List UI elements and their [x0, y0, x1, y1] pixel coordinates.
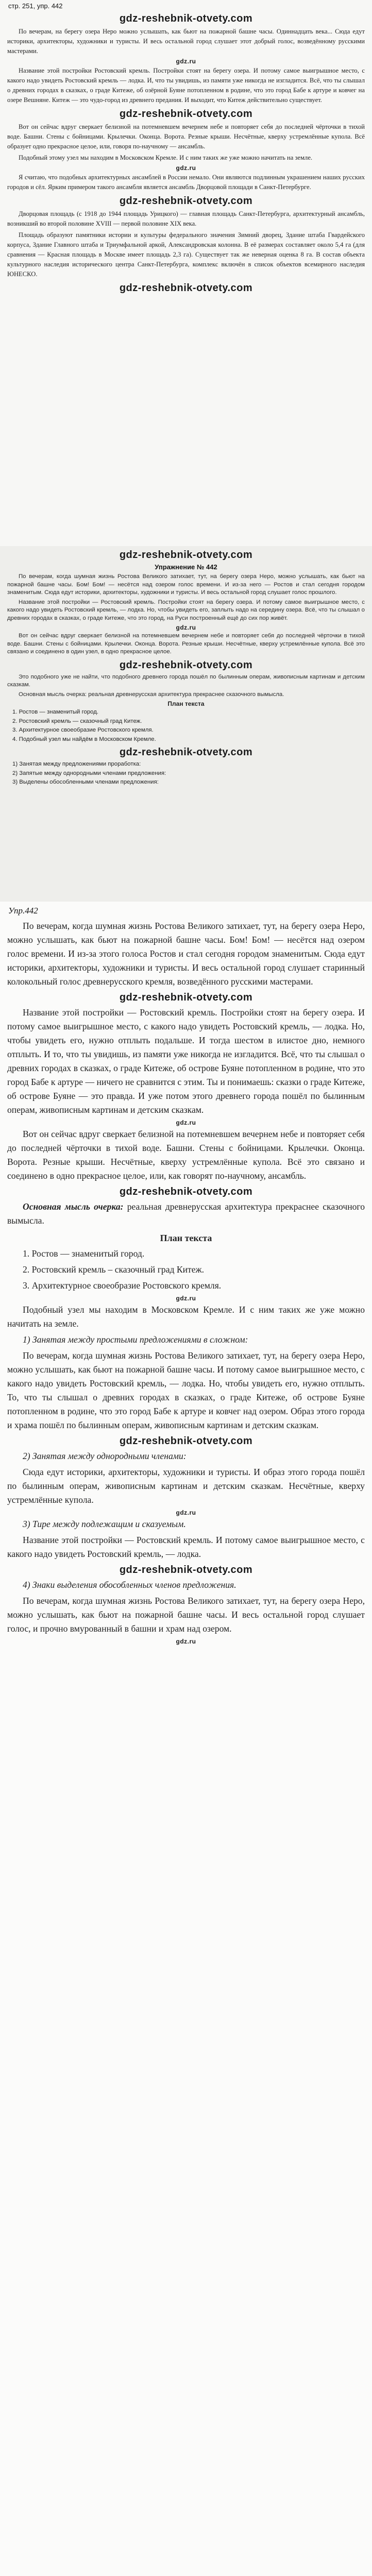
- section-title: 3) Тире между подлежащим и сказуемым.: [23, 1519, 186, 1529]
- watermark: gdz-reshebnik-otvety.com: [119, 1564, 253, 1575]
- paragraph: По вечерам, когда шумная жизнь Ростова Великого затихает, тут, на берегу озера Неро, можно услышать, как бьют на пожарной башне часы. Бом! Бом! — несётся над озером голос времени. И из-за этого голоса Ростов и стал сегодня городом знаменитым. Сюда едут историки, архитекторы, художники и туристы. И весь остальной город слушает старинный колокольный голос древнерусского кремля, возведённого русскими мастерами.: [7, 921, 365, 987]
- watermark: gdz-reshebnik-otvety.com: [119, 1186, 253, 1197]
- main-idea: [7, 1200, 365, 1228]
- plan-item: 3. Архитектурное своеобразие Ростовского кремля.: [12, 727, 154, 733]
- watermark: gdz-reshebnik-otvety.com: [119, 659, 253, 671]
- watermark-small: gdz.ru: [176, 1638, 196, 1645]
- paragraph: По вечерам, когда шумная жизнь Ростова Великого затихает, тут, на берегу озера Неро, можно услышать, как бьют на пожарной башне часы. И потому самое выигрышное место, с какого надо увидеть Ростовский кремль, — лодка. Но, чтобы увидеть его, нужно отплыть. То, что ты слышал о древних городах в сказках, о граде Китеже, об острове Буяне потопленном в родине, что это город Бабе к артуре и ковчег над озером. Образ этого города и храма пошёл по былинным операм, живописным картинам и детским сказкам.: [7, 1350, 365, 1430]
- exercise-photo: [0, 546, 372, 902]
- note-line: 3) Выделены обособленными членами предложения:: [12, 779, 159, 785]
- paragraph: Подобный этому узел мы находим в Московском Кремле. И с ним таких же уже можно начитать на земле.: [19, 154, 313, 161]
- watermark: gdz-reshebnik-otvety.com: [119, 747, 253, 758]
- watermark: gdz-reshebnik-otvety.com: [119, 992, 253, 1003]
- watermark: gdz-reshebnik-otvety.com: [119, 282, 253, 294]
- paragraph: Дворцовая площадь (с 1918 до 1944 площадь Урицкого) — главная площадь Санкт-Петербурга, архитектурный ансамбль, возникший во второй половине XVIII — первой половине XIX века.: [7, 210, 365, 227]
- exercise-title: Упражнение № 442: [155, 563, 217, 571]
- exercise-label: Упр.442: [8, 906, 38, 916]
- section-title: 1) Занятая между простыми предложениями в сложном:: [23, 1334, 248, 1345]
- plan-title: План текста: [167, 700, 205, 707]
- watermark: gdz-reshebnik-otvety.com: [119, 549, 253, 561]
- paragraph: Я считаю, что подобных архитектурных ансамблей в России немало. Они являются подлинным украшением наших русских городов и сёл. Ярким примером такого ансамбля является ансамбль Дворцовой площади в Санкт-Петербурге.: [7, 174, 365, 191]
- plan-item: 4. Подобный узел мы найдём в Московском Кремле.: [12, 736, 156, 742]
- paragraph: Название этой постройки — Ростовский кремль. И потому самое выигрышное место, с какого надо увидеть Ростовский кремль, — лодка.: [7, 1535, 365, 1559]
- plan-item: 2. Ростовский кремль – сказочный град Китеж.: [23, 1264, 205, 1275]
- plan-title: План текста: [160, 1233, 212, 1243]
- watermark-small: gdz.ru: [176, 1509, 196, 1516]
- section-title: 2) Занятая между однородными членами:: [23, 1451, 187, 1461]
- main-idea-label: Основная мысль очерка:: [23, 1201, 124, 1212]
- paragraph: Вот он сейчас вдруг сверкает белизной на потемневшем вечернем небе и повторяет себя до последней чёрточки в тихой воде. Башни. Стены с бойницами. Крылечки. Оконца. Ворота. Резные крыши. Несчётные, кверху устремлённые купола. Всё образует одно прекрасное целое, или, говоря по-научному — ансамбль.: [7, 123, 365, 150]
- textbook-page-scan: [0, 0, 372, 546]
- note-line: 1) Занятая между предложениями проработка:: [12, 761, 141, 767]
- watermark-small: gdz.ru: [176, 1119, 196, 1126]
- main-idea: Основная мысль очерка: реальная древнерусская архитектура прекраснее сказочного вымысла.: [19, 691, 284, 698]
- paragraph: По вечерам, когда шумная жизнь Ростова Великого затихает, тут, на берегу озера Неро, можно услышать, как бьют на пожарной башне часы. Бом! Бом! — несётся над озером голос времени. И из-за него — Ростов и стал сегодня городом знаменитым. Сюда едут историки, архитекторы, художники и туристы. И весь остальной город слушает голос прошлого.: [7, 573, 365, 596]
- paragraph: Площадь образуют памятники истории и культуры федерального значения Зимний дворец, Здание штаба Гвардейского корпуса, Здание Главного штаба и Триумфальной аркой, Александровская колонна. В её размерах составляет около 5,4 га (для сравнения — Красная площадь в Москве имеет площадь 2,3 га). Существует так же неверная оценка 8 га. В состав объекта культурного наследия исторического центра Санкт-Петербурга, комплекс включён в список объектов всемирного наследия ЮНЕСКО.: [7, 231, 365, 278]
- paragraph: Сюда едут историки, архитекторы, художники и туристы. И образ этого города пошёл по былинным операм, живописным картинам и детским сказкам. Несчётные, кверху устремлённые купола.: [7, 1467, 365, 1505]
- exercise-enlarged: [0, 902, 372, 2576]
- plan-item: 1. Ростов — знаменитый город.: [12, 709, 99, 715]
- note-line: 2) Запятые между однородными членами предложения:: [12, 770, 166, 776]
- main-idea-text: реальная древнерусская архитектура прекраснее сказочного вымысла.: [7, 1201, 365, 1226]
- watermark: gdz-reshebnik-otvety.com: [119, 195, 253, 207]
- paragraph: Вот он сейчас вдруг сверкает белизной на потемневшем вечернем небе и повторяет себя до последней чёрточки в тихой воде. Башни. Стены с бойницами. Крылечки. Оконца. Ворота. Резные крыши. Несчётные, кверху устремлённые купола. Всё это связано и соединено в один узел, в одно прекрасное целое.: [7, 633, 365, 655]
- watermark-small: gdz.ru: [176, 1295, 196, 1302]
- paragraph: По вечерам, на берегу озера Неро можно услышать, как бьют на пожарной башне часы. Одиннадцать века... Сюда едут историки, архитекторы, художники и туристы. И весь остальной город слушает этот добрый голос, возведённому русскими мастерами.: [7, 28, 365, 55]
- plan-item: 3. Архитектурное своеобразие Ростовского кремля.: [23, 1280, 222, 1291]
- paragraph: Подобный узел мы находим в Московском Кремле. И с ним таких же уже можно начитать на земле.: [7, 1304, 365, 1329]
- paragraph: По вечерам, когда шумная жизнь Ростова Великого затихает, тут, на берегу озера Неро, можно услышать, как бьют на пожарной башне часы. И весь остальной город слушает голос, и прочно вмурованный в башни и храм над озером.: [7, 1596, 365, 1634]
- paragraph: Вот он сейчас вдруг сверкает белизной на потемневшем вечернем небе и повторяет себя до последней чёрточки в тихой воде. Башни. Стены с бойницами. Крылечки. Оконца. Ворота. Резные крыши. Несчётные, кверху устремлённые купола. Всё это связано и соединено в одно прекрасное целое, или, как говорят по-научному, ансамбль.: [7, 1129, 365, 1181]
- plan-item: 1. Ростов — знаменитый город.: [23, 1248, 145, 1259]
- watermark-small: gdz.ru: [176, 624, 196, 631]
- page-reference: стр. 251, упр. 442: [8, 2, 63, 10]
- paragraph: Название этой постройки Ростовский кремль. Постройки стоят на берегу озера. И потому самое выигрышное место, с какого надо увидеть Ростовский кремль — лодка. И, что ты увидишь, из памяти уже никогда не изгладится. Всё, что ты слышал о древних городах в сказках, о граде Китеже, об озёрной Буяне потопленном в родине, что это город Бабе к артуре и ковчег на озере Вешняне. Китеж — это чудо-город из древнего предания. И выходит, что Китеж действительно существует.: [7, 67, 365, 104]
- plan-item: 2. Ростовский кремль — сказочный град Китеж.: [12, 718, 142, 724]
- paragraph: Это подобного уже не найти, что подобного древнего города пошёл по былинным операм, живописным картинам и детским сказкам.: [7, 673, 365, 688]
- section-title: 4) Знаки выделения обособленных членов предложения.: [23, 1580, 236, 1590]
- paragraph: Название этой постройки — Ростовский кремль. Постройки стоят на берегу озера. И потому самое выигрышное место, с какого надо увидеть Ростовский кремль, — лодка. Но, чтобы увидеть его, нужно отплыть подальше. И тогда шестом в илистое дно, немного отплыть. И то, что ты увидишь, из памяти уже никогда не изгладится. Всё, что ты слышал о древних городах в сказках, о граде Китеже, об острове Буяне потопленном в родине, что это город Бабе к артуре — ничего не сравнится с этим. Ты и понимаешь: сказки о граде Китеже, об острове Буяне — это правда. И уже потом этого древнего города пошёл по былинным операм, живописным картинам и детским сказкам.: [7, 1007, 365, 1115]
- paragraph: Название этой постройки — Ростовский кремль. Постройки стоят на берегу озера. И потому самое выигрышное место, с какого надо увидеть Ростовский кремль, — лодка. Но, чтобы увидеть его, заплыть надо на середину озера. Всё, что ты слышал о древних городах в сказках, о граде Китеже, что это город, на Руси построенный ещё до сих пор живёт.: [7, 599, 365, 621]
- watermark: gdz-reshebnik-otvety.com: [119, 108, 253, 120]
- watermark-small: gdz.ru: [176, 164, 196, 172]
- watermark: gdz-reshebnik-otvety.com: [119, 1435, 253, 1447]
- watermark: gdz-reshebnik-otvety.com: [119, 13, 253, 24]
- watermark-small: gdz.ru: [176, 58, 196, 65]
